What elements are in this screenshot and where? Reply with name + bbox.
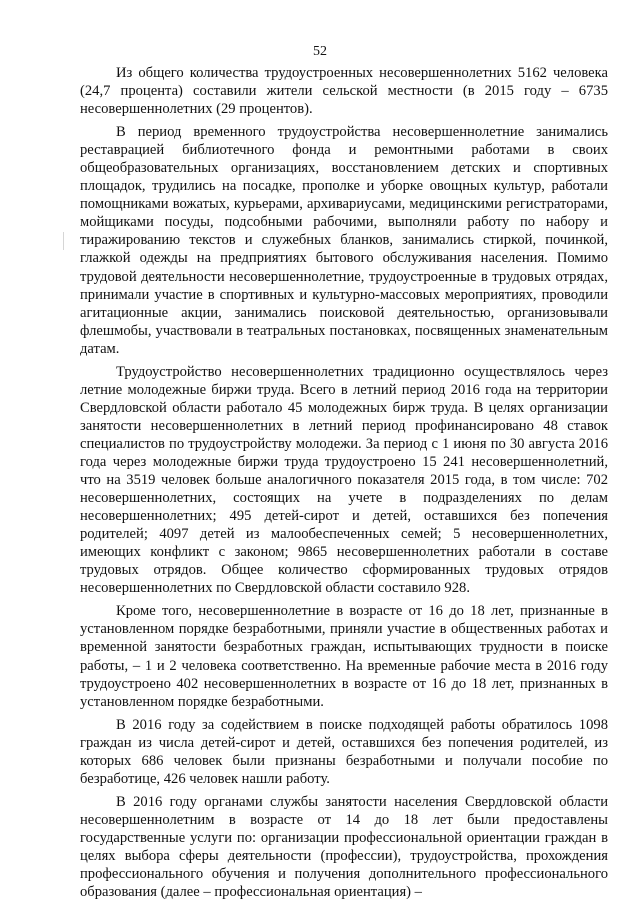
paragraph-unemployed-minors: Кроме того, несовершеннолетние в возрасте от 16 до 18 лет, признанные в установленном порядке безработными, приняли участие в общественных работах и временной занятости безработных граждан, испытывающих трудности в поиске работы, – 1 и 2 человека соответственно. На временные рабочие места в 2016 году трудоустроено 402 несовершеннолетних в возрасте от 16 до 18 лет, признанных в установленном порядке безработными. — [80, 603, 608, 710]
paragraph-youth-labor-exchanges: Трудоустройство несовершеннолетних традиционно осуществлялось через летние молодежные биржи труда. Всего в летний период 2016 года на территории Свердловской области работало 45 молодежных бирж труда. В целях организации занятости несовершеннолетних в летний период профинансировано 48 ставок специалистов по трудоустройству молодежи. За период с 1 июня по 30 августа 2016 года через молодежные биржи труда трудоустроено 15 241 несовершеннолетний, что на 3519 человек больше аналогичного показателя 2015 года, в том числе: 702 несовершеннолетних, состоящих на учете в подразделениях по делам несовершеннолетних; 495 детей-сирот и детей, оставшихся без попечения родителей; 4097 детей из малообеспеченных семей; 5 несовершеннолетних, имеющих конфликт с законом; 9865 несовершеннолетних работали в составе трудовых отрядов. Общее количество сформированных трудовых отрядов несовершеннолетних по Свердловской области составило 928. — [80, 363, 608, 597]
page-number: 52 — [313, 44, 327, 59]
paragraph-state-services: В 2016 году органами службы занятости населения Свердловской области несовершеннолетним в возрасте от 14 до 18 лет были предоставлены государственные услуги по: организации профессиональной ориентации граждан в целях выбора сферы деятельности (профессии), трудоустройства, прохождения профессионального обучения и получения дополнительного профессионального образования (далее – профессиональная ориентация) – — [80, 793, 608, 901]
paragraph-rural-share: Из общего количества трудоустроенных несовершеннолетних 5162 человека (24,7 процента) составили жители сельской местности (в 2015 году – 6735 несовершеннолетних (29 процентов). — [80, 65, 608, 118]
body-text — [80, 64, 608, 901]
paragraph-orphans-employment: В 2016 году за содействием в поиске подходящей работы обратилось 1098 граждан из числа детей-сирот и детей, оставшихся без попечения родителей, из которых 686 человек были признаны безработными и получали пособие по безработице, 426 человек нашли работу. — [80, 716, 608, 787]
margin-mark — [63, 232, 64, 250]
paragraph-work-types: В период временного трудоустройства несовершеннолетние занимались реставрацией библиотечного фонда и ремонтными работами в своих общеобразовательных организациях, восстановлением детских и спортивных площадок, трудились на посадке, прополке и уборке овощных культур, работали помощниками вожатых, курьерами, архивариусами, медицинскими регистраторами, мойщиками посуды, подсобными рабочими, выполняли работу по набору и тиражированию текстов и служебных бланков, занимались стиркой, починкой, глажкой одежды на предприятиях бытового обслуживания населения. Помимо трудовой деятельности несовершеннолетние, трудоустроенные в трудовых отрядах, принимали участие в спортивных и культурно-массовых мероприятиях, проводили агитационные акции, занимались поисковой деятельностью, организовывали флешмобы, участвовали в театральных постановках, посвященных знаменательным датам. — [80, 124, 608, 357]
